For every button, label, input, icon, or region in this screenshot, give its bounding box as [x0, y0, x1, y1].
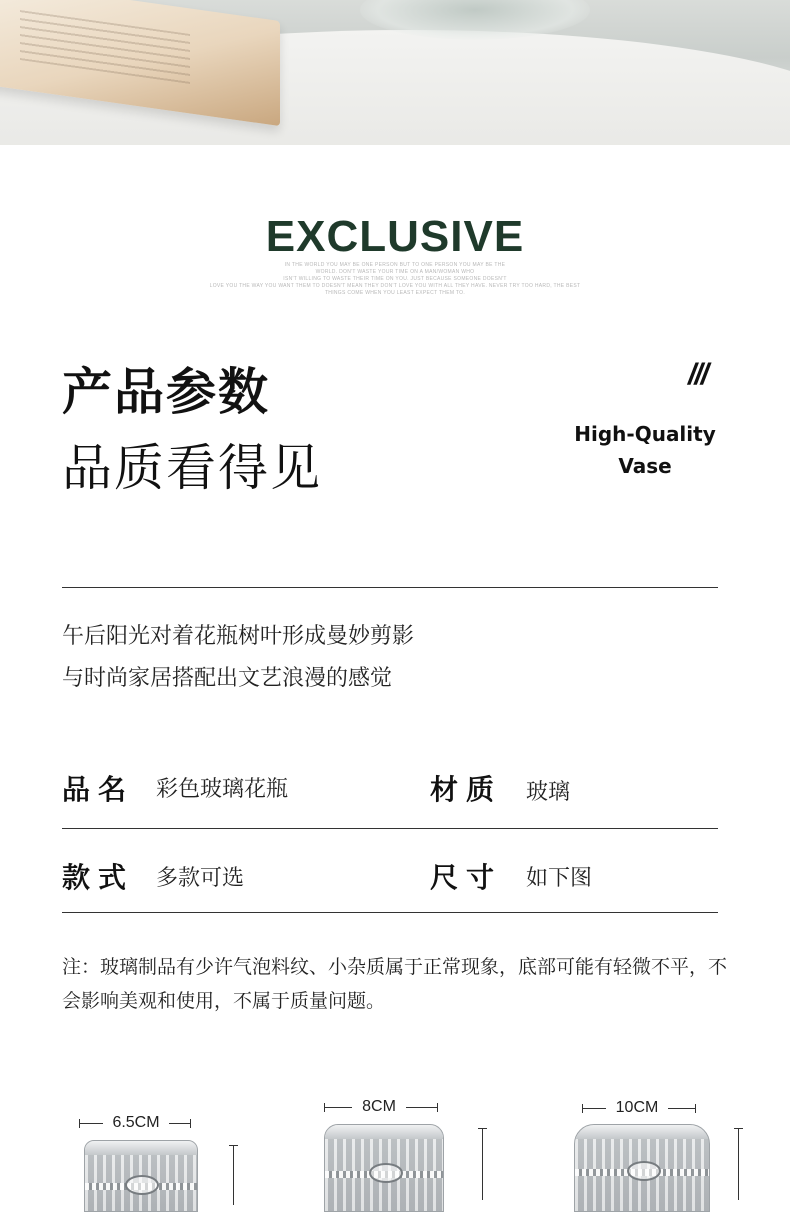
size-label-small: 6.5CM — [112, 1114, 160, 1131]
dimension-tick — [190, 1119, 191, 1128]
divider — [62, 587, 718, 588]
slashes-decoration: /// — [688, 358, 708, 391]
page-subtitle: 品质看得见 — [62, 439, 322, 497]
quality-badge-line1: High-Quality — [574, 422, 716, 446]
divider — [62, 828, 718, 829]
description-line: 与时尚家居搭配出文艺浪漫的感觉 — [62, 666, 393, 691]
quality-badge-line2: Vase — [618, 454, 672, 478]
size-label-large: 10CM — [615, 1099, 659, 1116]
dimension-tick — [437, 1103, 438, 1112]
height-line — [233, 1145, 234, 1205]
size-label-medium: 8CM — [362, 1098, 396, 1115]
exclusive-title: EXCLUSIVE — [265, 212, 525, 261]
height-line — [482, 1128, 483, 1200]
dimension-line — [668, 1108, 696, 1109]
spec-style-label: 款式 — [62, 861, 135, 894]
vase-large-image — [574, 1124, 710, 1212]
tagline-line: ISN'T WILLING TO WASTE THEIR TIME ON YOU. JUST BECAUSE SOMEONE DOESN'T — [283, 276, 507, 282]
spec-size-label: 尺寸 — [430, 861, 503, 894]
vase-medium-image — [324, 1124, 444, 1212]
description-line: 午后阳光对着花瓶树叶形成曼妙剪影 — [62, 624, 415, 649]
tagline-line: LOVE YOU THE WAY YOU WANT THEM TO DOESN'T MEAN THEY DON'T LOVE YOU WITH ALL THEY HAVE. NEVER TRY TOO HARD, THE BEST — [209, 283, 581, 289]
dimension-line — [79, 1123, 103, 1124]
divider — [62, 912, 718, 913]
spec-material-value: 玻璃 — [526, 780, 571, 805]
dimension-line — [406, 1107, 438, 1108]
dimension-tick — [695, 1104, 696, 1113]
hero-photo — [0, 0, 790, 145]
product-description — [62, 616, 414, 700]
dimension-line — [582, 1108, 606, 1109]
quality-badge — [560, 418, 730, 482]
tagline-block — [180, 262, 610, 297]
quality-note: 注：玻璃制品有少许气泡料纹、小杂质属于正常现象，底部可能有轻微不平，不会影响美观和使用，不属于质量问题。 — [62, 956, 728, 1012]
tagline-line: THINGS COME WHEN YOU LEAST EXPECT THEM TO. — [324, 290, 466, 296]
vase-small-image — [84, 1140, 198, 1212]
tagline-line: WORLD. DON'T WASTE YOUR TIME ON A MAN/WOMAN WHO — [315, 269, 475, 275]
spec-name-value: 彩色玻璃花瓶 — [156, 777, 289, 802]
spec-size-value: 如下图 — [526, 866, 593, 891]
spec-material-label: 材质 — [430, 773, 503, 806]
spec-name-label: 品名 — [62, 773, 135, 806]
tagline-line: IN THE WORLD YOU MAY BE ONE PERSON BUT TO ONE PERSON YOU MAY BE THE — [284, 262, 506, 268]
height-line — [738, 1128, 739, 1200]
dimension-line — [169, 1123, 191, 1124]
dimension-line — [324, 1107, 352, 1108]
page-title: 产品参数 — [62, 363, 270, 421]
spec-style-value: 多款可选 — [156, 866, 245, 891]
